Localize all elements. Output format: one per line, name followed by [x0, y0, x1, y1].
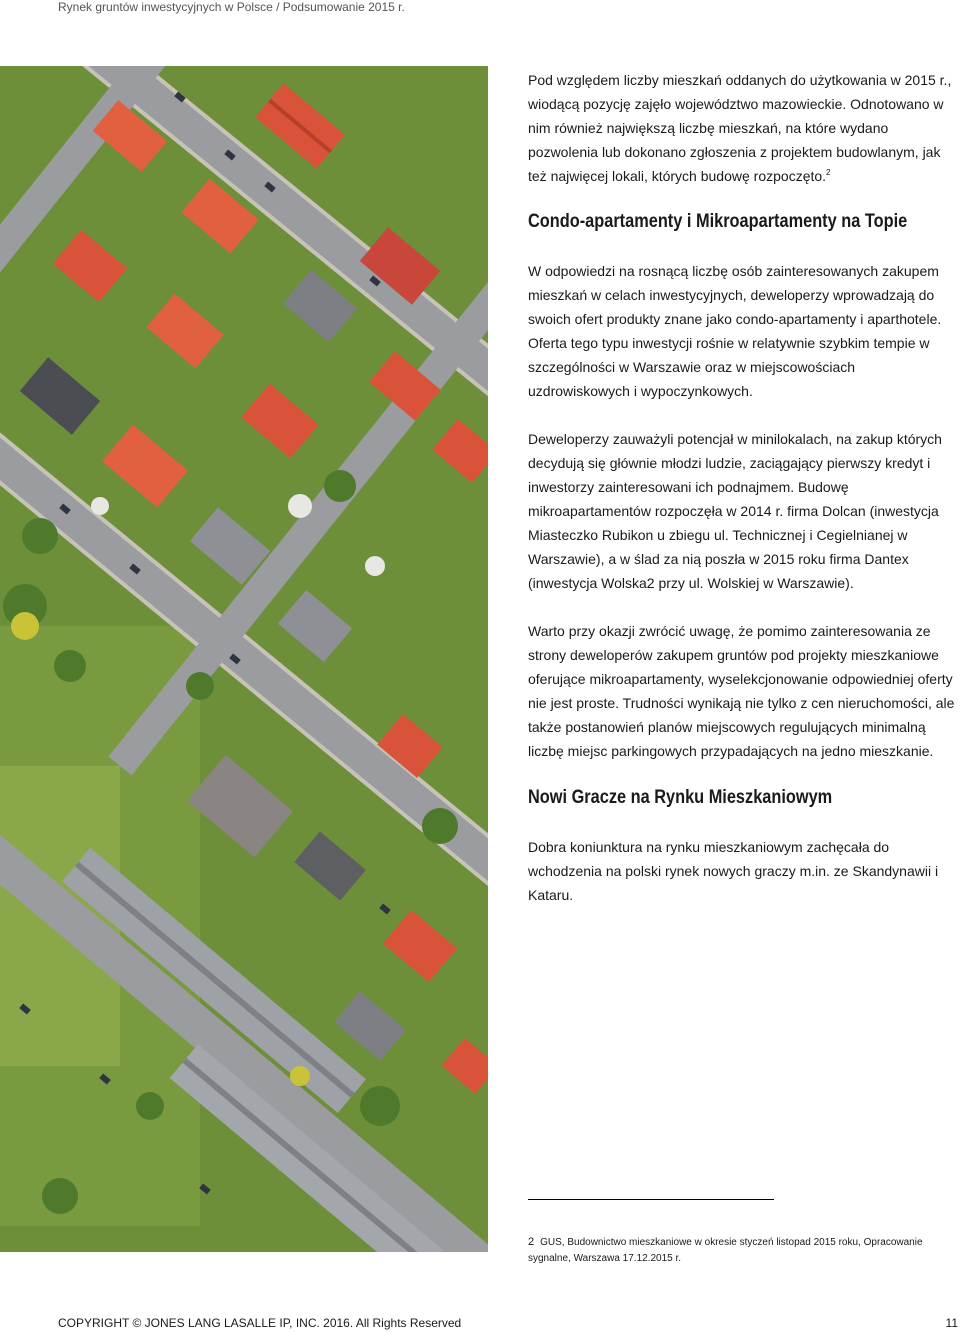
copyright-notice: COPYRIGHT © JONES LANG LASALLE IP, INC. 2016. All Rights Reserved: [58, 1316, 462, 1330]
paragraph: Deweloperzy zauważyli potencjał w minilokalach, na zakup których decydują się głównie młodzi ludzie, zaciągający pierwszy kredyt i inwestorzy zainteresowani ich podnajmem. Budowę mikroapartamentów rozpoczęła w 2014 r. firma Dolcan (inwestycja Miasteczko Rubikon u zbiegu ul. Technicznej i Cegielnianej w Warszawie), a w ślad za nią poszła w 2015 roku firma Dantex (inwestycja Wolska2 przy ul. Wolskiej w Warszawie).: [528, 431, 942, 591]
footnote: [528, 1234, 958, 1267]
intro-text: Pod względem liczby mieszkań oddanych do użytkowania w 2015 r., wiodącą pozycję zajęło województwo mazowieckie. Odnotowano w nim również największą liczbę mieszkań, na które wydano pozwolenia lub dokonano zgłoszenia z projektem budowlanym, jak też najwięcej lokali, których budowę rozpoczęto.: [528, 72, 952, 184]
footnote-text: GUS, Budownictwo mieszkaniowe w okresie styczeń listopad 2015 roku, Opracowanie sygnalne, Warszawa 17.12.2015 r.: [528, 1237, 923, 1264]
page-number: 11: [945, 1316, 958, 1330]
section-heading-condo: Condo-apartamenty i Mikroapartamenty na Topie: [528, 211, 908, 232]
section-condo-paragraph-3: [528, 619, 958, 763]
running-header: Rynek gruntów inwestycyjnych w Polsce / Podsumowanie 2015 r.: [58, 0, 405, 14]
section-new-players-paragraph: [528, 835, 958, 907]
paragraph: W odpowiedzi na rosnącą liczbę osób zainteresowanych zakupem mieszkań w celach inwestycyjnych, deweloperzy wprowadzają do swoich ofert produkty znane jako condo-apartamenty i aparthotele. Oferta tego typu inwestycji rośnie w relatywnie szybkim tempie w szczególności w Warszawie oraz w miejscowościach uzdrowiskowych i wypoczynkowych.: [528, 263, 942, 399]
footnote-number: 2: [528, 1236, 535, 1248]
footnote-divider: [528, 1199, 774, 1200]
paragraph: Warto przy okazji zwrócić uwagę, że pomimo zainteresowania ze strony deweloperów zakupem gruntów pod projekty mieszkaniowe oferujące mikroapartamenty, wyselekcjonowanie odpowiedniej oferty nie jest proste. Trudności wynikają nie tylko z cen nieruchomości, ale także postanowień planów miejscowych regulujących minimalną liczbę miejsc parkingowych przypadających na jedno mieszkanie.: [528, 623, 955, 759]
paragraph: Dobra koniunktura na rynku mieszkaniowym zachęcała do wchodzenia na polski rynek nowych graczy m.in. ze Skandynawii i Kataru.: [528, 839, 939, 903]
intro-paragraph: [528, 68, 958, 188]
footnote-reference: 2: [826, 168, 831, 177]
section-heading-new-players: Nowi Gracze na Rynku Mieszkaniowym: [528, 787, 833, 808]
aerial-photo: [0, 66, 488, 1252]
section-condo-paragraph-2: [528, 427, 958, 595]
section-condo-paragraph-1: [528, 259, 958, 403]
